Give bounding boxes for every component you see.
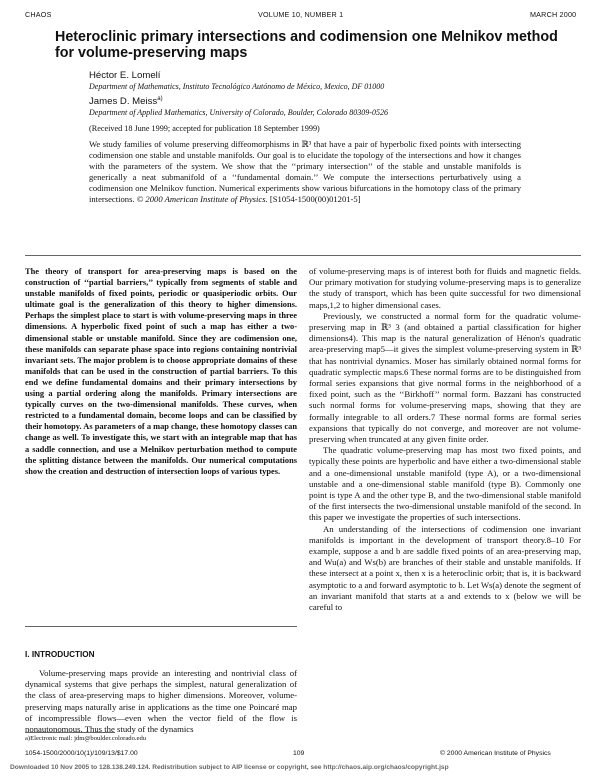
right-paragraph-3: The quadratic volume-preserving map has most two fixed points, and typically these points are hyperbolic and have either a two-dimensional stable and a one-dimensional unstable manifold (type A), or a two-dimensional unstable and a one-dimensional stable manifold (type B). Commonly one point is type A and the other type B, and the two-dimensional stable manifold of the first intersects the two-dimensional unstable manifold of the second. In this paper we investigate the properties of such intersections. [309, 445, 581, 523]
right-paragraph-4: An understanding of the intersections of codimension one invariant manifolds is important in the development of transport theory.8–10 For example, suppose a and b are saddle fixed points of an area-preserving map, and Wu(a) and Ws(b) are branches of their stable and unstable manifolds. If these intersect at a point x, then x is a heteroclinic orbit; that is, it is backward asymptotic to a and forward asymptotic to b. Let Ws(a) denote the segment of an invariant manifold that starts at a and extends to x (below we will be careful to [309, 523, 581, 613]
volume-info: VOLUME 10, NUMBER 1 [258, 10, 344, 19]
abstract-code: [S1054-1500(00)01201-5] [269, 194, 361, 204]
received-line: (Received 18 June 1999; accepted for publication 18 September 1999) [89, 124, 320, 133]
affiliation-1: Department of Mathematics, Instituto Tecnológico Autónomo de México, Mexico, DF 01000 [89, 82, 385, 91]
download-notice: Downloaded 10 Nov 2005 to 128.138.249.124. Redistribution subject to AIP license or copyright, see http://chaos.aip.org/chaos/copyright.jsp [10, 764, 449, 771]
author-2 [89, 96, 163, 107]
header-divider [25, 255, 581, 256]
abstract-text: We study families of volume preserving diffeomorphisms in ℝ³ that have a pair of hyperbolic fixed points with intersecting codimension one stable and unstable manifolds. Our goal is to elucidate the topology of the intersections and how it changes with the parameters of the system. We show that the ‘‘primary intersection’’ of the stable and unstable manifolds is generically a neat submanifold of a ‘‘fundamental domain.’’ We compute the intersections perturbatively using a codimension one Melnikov function. Numerical experiments show various bifurcations in the homotopy class of the primary intersections. [89, 139, 521, 204]
paper-title: Heteroclinic primary intersections and codimension one Melnikov method for volume-preserving maps [55, 29, 558, 61]
intro-text: Volume-preserving maps provide an interesting and nontrivial class of dynamical systems that give perhaps the simplest, natural generalization of the class of area-preserving maps to higher dimensions. Moreover, volume-preserving maps naturally arise in applications as the time one Poincaré map of incompressible flows—even when the vector field of the flow is nonautonomous. Thus the study of the dynamics [25, 668, 297, 735]
lead-paragraph: The theory of transport for area-preserving maps is based on the construction of ‘‘partial barriers,’’ typically from segments of stable and unstable manifolds of fixed points, periodic or quasiperiodic orbits. Our ultimate goal is the generalization of this theory to higher dimensions. Perhaps the simplest place to start is with volume-preserving maps in three dimensions. A hyperbolic fixed point of such a map has either a two-dimensional stable or unstable manifold. Since they are codimension one, these manifolds can separate phase space into regions containing nontrivial invariant sets. The major problem is to choose appropriate domains of these manifolds that can be used in the construction of partial barriers. To this end we define fundamental domains and their primary intersections by using a partial ordering along the manifolds. Primary intersections are typically curves on the two-dimensional manifolds. These curves, when restricted to a fundamental domain, become loops and can be classified by their homotopy. As parameters of a map change, these homotopy classes can change as well. To investigate this, we start with an integrable map that has a saddle connection, and use a Melnikov perturbation method to compute the splitting distance between the manifolds. Our numerical computations show the creation and destruction of intersection loops of various types. [25, 267, 297, 476]
journal-name: CHAOS [25, 10, 52, 19]
issue-date: MARCH 2000 [530, 10, 577, 19]
right-paragraph-1: of volume-preserving maps is of interest both for fluids and magnetic fields. Our primary motivation for studying volume-preserving maps is to generalize the study of transport, which has been quite successful for two dimensional maps,1,2 to higher dimensional cases. [309, 266, 581, 310]
author-1: Héctor E. Lomelí [89, 70, 161, 81]
abstract [89, 139, 521, 205]
page-number: 109 [293, 750, 305, 757]
abstract-copyright: © 2000 American Institute of Physics. [136, 194, 268, 204]
affiliation-2: Department of Applied Mathematics, University of Colorado, Boulder, Colorado 80309-0526 [89, 108, 388, 117]
right-column [309, 266, 581, 613]
right-paragraph-2: Previously, we constructed a normal form for the quadratic volume-preserving map in ℝ³ 3 (and obtained a partial classification for higher dimensions4). This map is the natural generalization of Hénon's quadratic area-preserving map5—it gives the simplest volume-preserving system in ℝ³ that has nontrivial dynamics. Moser has similarly obtained normal forms for quadratic symplectic maps.6 These normal forms are to be distinguished from formal series expansions that give normal forms in the neighborhood of a fixed point, such as the ‘‘Birkhoff’’ normal form. Bazzani has constructed such normal forms for volume-preserving maps, showing that they are formally integrable to all orders.7 These normal forms are formal series expansions that typically do not converge, and moreover are not volume-preserving when truncated at any given finite order. [309, 310, 581, 445]
footer-copyright: © 2000 American Institute of Physics [440, 750, 551, 757]
footer-code: 1054-1500/2000/10(1)/109/13/$17.00 [25, 750, 138, 757]
footnote-divider [25, 732, 115, 733]
author-2-mark: a) [157, 96, 163, 102]
lead-divider [25, 626, 297, 627]
section-heading: I. INTRODUCTION [25, 650, 95, 659]
author-2-name: James D. Meiss [89, 96, 158, 108]
intro-paragraph [25, 668, 297, 735]
footnote: a)Electronic mail: jdm@boulder.colorado.edu [25, 735, 147, 742]
